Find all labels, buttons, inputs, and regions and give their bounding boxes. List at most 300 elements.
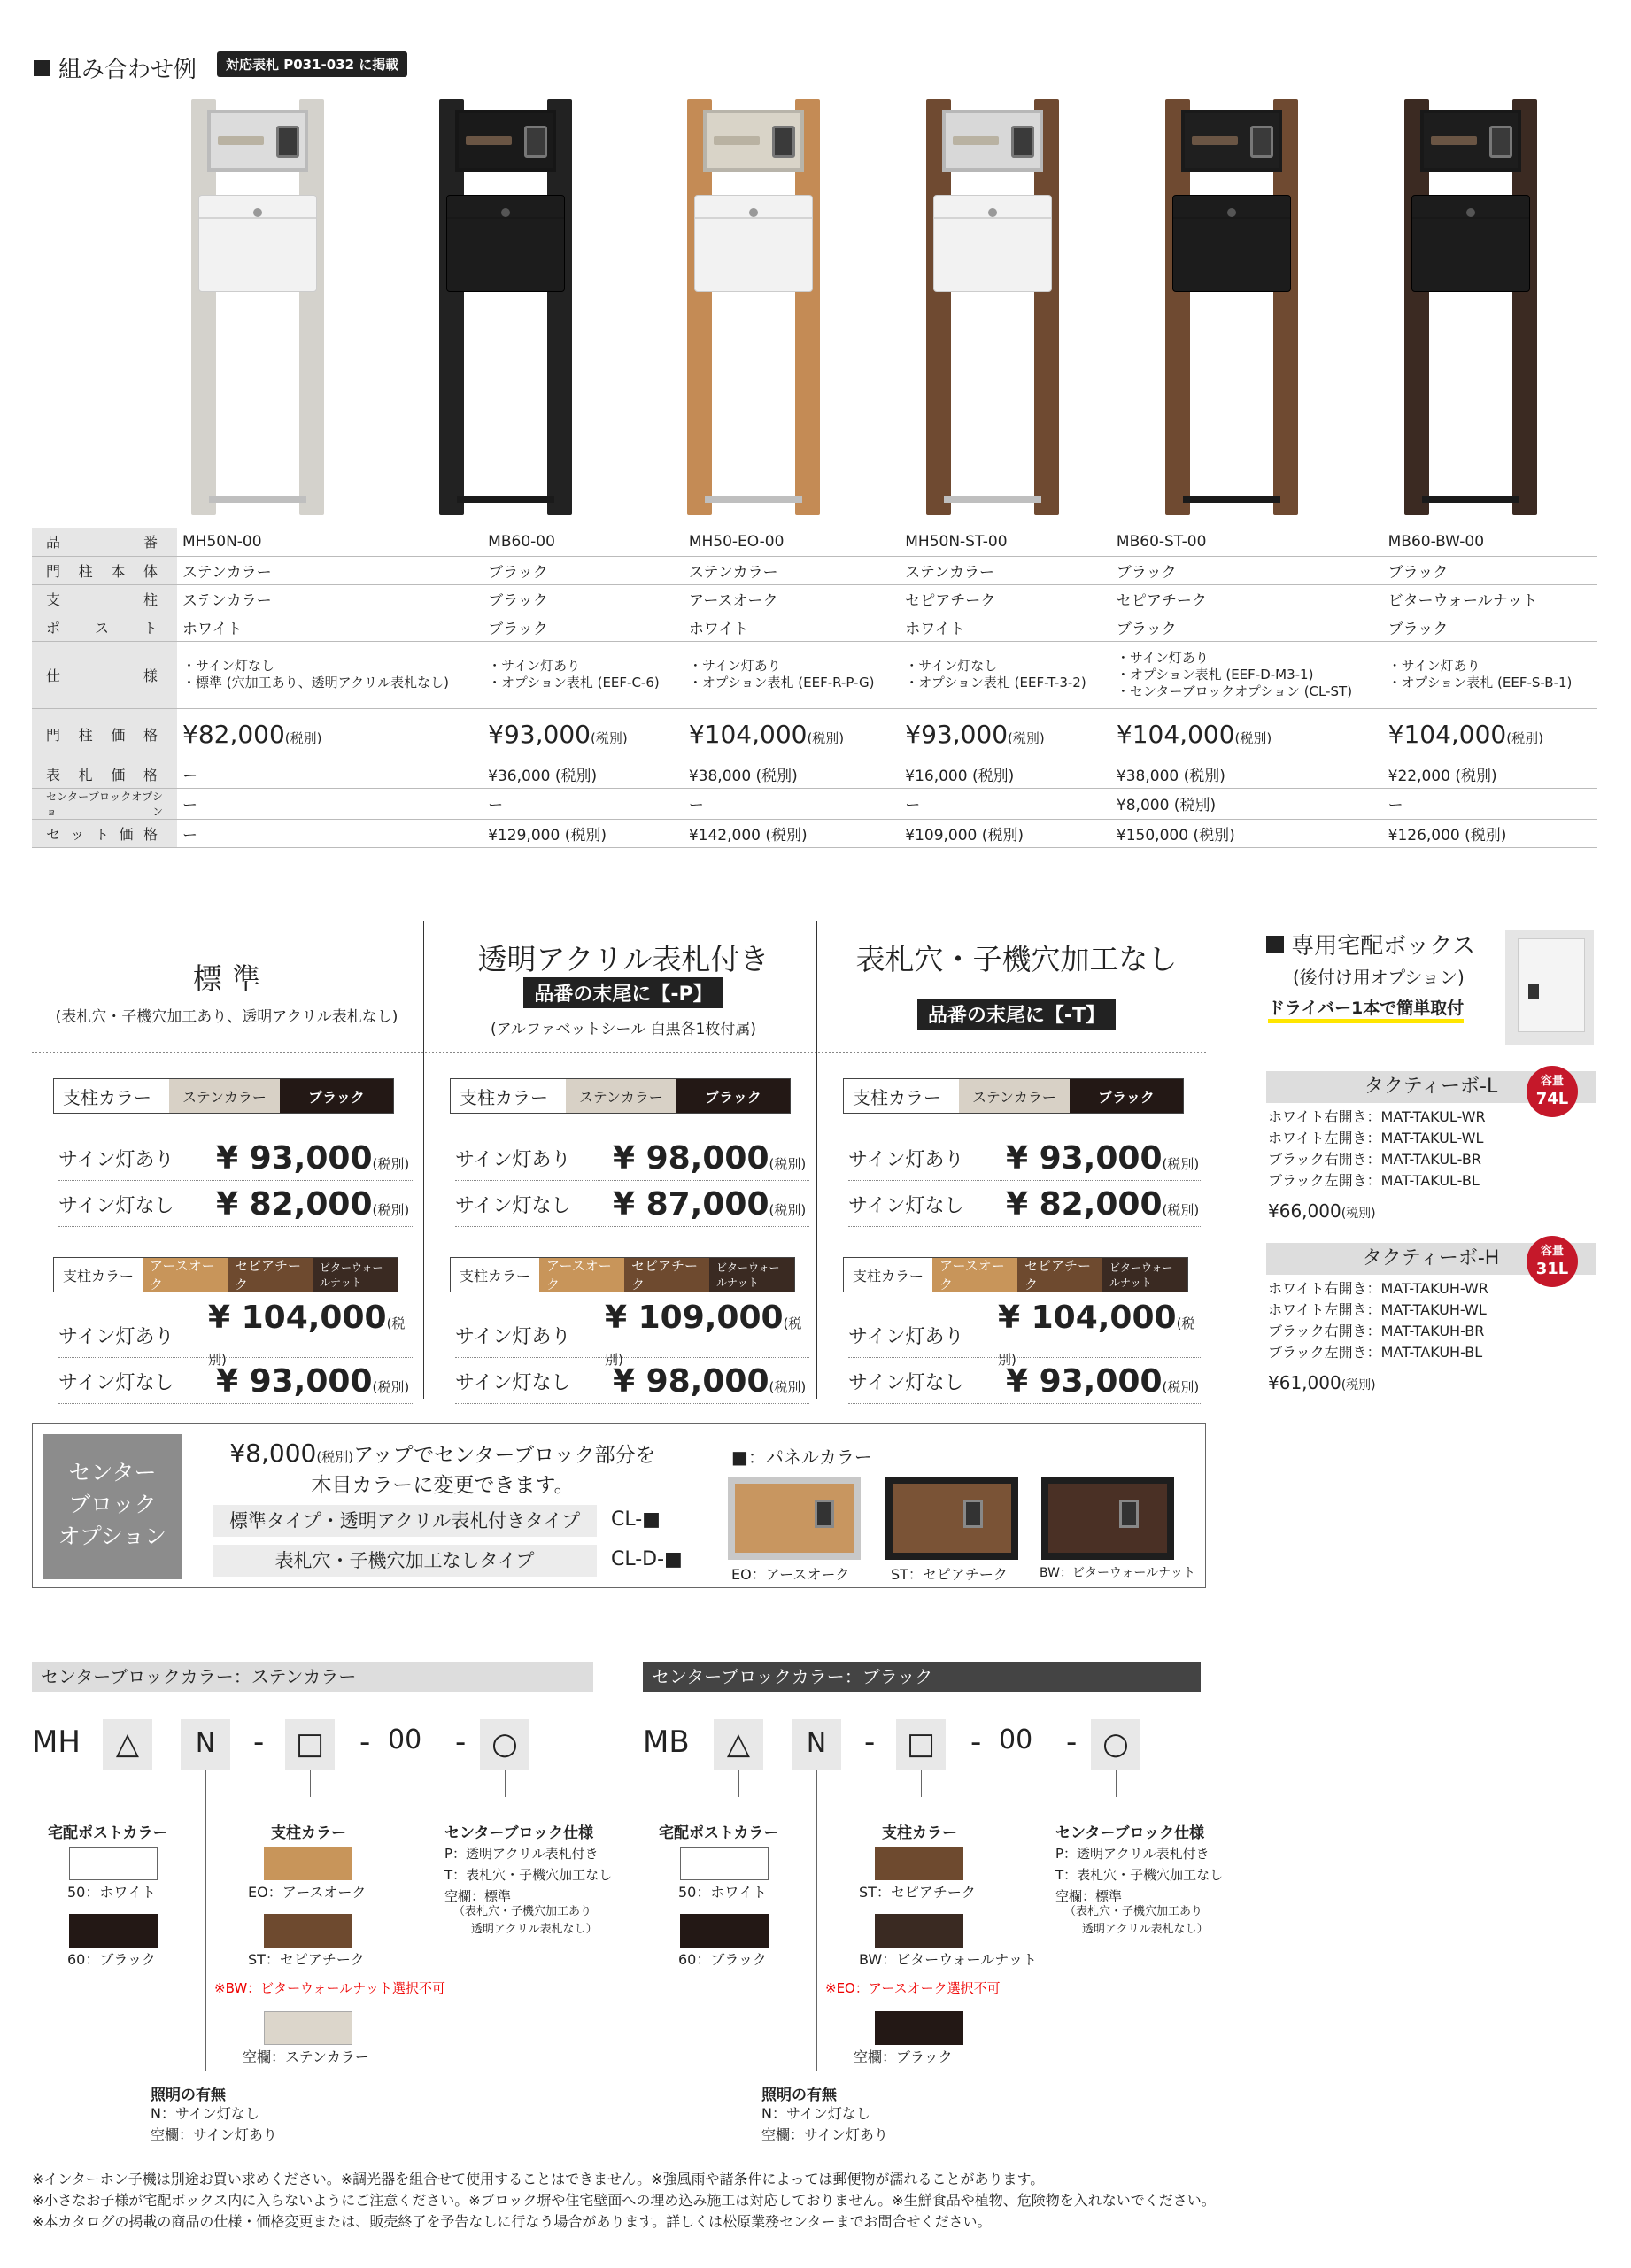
price: ¥104,000 <box>688 719 808 749</box>
dash: - <box>864 1724 876 1760</box>
price: ¥82,000 <box>182 719 285 749</box>
spec-cell: ー <box>1383 788 1597 819</box>
spec-cell <box>177 708 483 760</box>
text: 木目カラーに変更できます。 <box>311 1474 575 1497</box>
swatch-bw: ビターウォールナット <box>313 1258 398 1292</box>
spec-cell <box>483 708 684 760</box>
spec-line: ・サイン灯あり <box>688 658 781 674</box>
connector <box>738 1770 739 1797</box>
model-head: センターブロックカラー：ブラック <box>643 1662 1201 1692</box>
connector <box>816 1770 817 2071</box>
spec-cell <box>1111 641 1383 708</box>
spec-cell: セピアチーク <box>900 584 1111 613</box>
swatch-bw: ビターウォールナット <box>709 1258 794 1292</box>
swatch-sp: セピアチーク <box>624 1258 709 1292</box>
center-block-label <box>43 1434 182 1579</box>
light-label: サイン灯あり <box>848 1149 964 1171</box>
delivery-box-title <box>1266 928 1475 960</box>
spec-cell: ¥38,000 (税別) <box>684 760 900 788</box>
light-label: 照明の有無 <box>761 2087 837 2104</box>
swatch-pillar-2 <box>264 1914 352 1948</box>
spec-cell <box>1383 708 1597 760</box>
tax: (税別) <box>284 729 322 746</box>
pillar-1: EO：アースオーク <box>248 1884 367 1901</box>
price: ¥93,000 <box>905 719 1009 749</box>
product-image-MB60-ST-00 <box>1165 99 1298 524</box>
panel-ao-image <box>728 1477 861 1560</box>
price: ¥ 93,000 <box>1006 1363 1163 1400</box>
spec-line: ・センターブロックオプション (CL-ST) <box>1116 683 1353 699</box>
light-n: N：サイン灯なし <box>151 2105 259 2122</box>
pillar-2: ST：セピアチーク <box>248 1951 365 1968</box>
spec-cell: ステンカラー <box>900 556 1111 584</box>
tax: (税別) <box>316 1449 354 1465</box>
cb-detail: 透明アクリル表札なし） <box>1082 1923 1209 1936</box>
swatch-white <box>69 1847 158 1880</box>
price: ¥ 104,000 <box>998 1299 1177 1336</box>
tax: (税別) <box>1162 1379 1200 1395</box>
list-item: ホワイト左開き：MAT-TAKUL-WL <box>1268 1130 1484 1146</box>
spec-line: ・オプション表札 (EEF-R-P-G) <box>688 675 875 690</box>
tax: (税別) <box>769 1156 807 1172</box>
pillar-color-row <box>843 1078 1184 1114</box>
tax: (税別) <box>605 1315 802 1368</box>
price: ¥104,000 <box>1116 719 1235 749</box>
footer-notes <box>32 2169 1599 2233</box>
spec-label: 門柱価格 <box>32 708 177 760</box>
footer-line: ※インターホン子機は別途お買い求めください。※調光器を組合せて使用することはできません。※強風雨や諸条件によっては郵便物が濡れることがあります。 <box>32 2171 1045 2187</box>
spec-cell <box>900 641 1111 708</box>
cb-spec-label: センターブロック仕様 <box>444 1824 594 1842</box>
list-item: ホワイト右開き：MAT-TAKUL-WR <box>1268 1108 1486 1125</box>
price: ¥66,000 <box>1268 1200 1341 1222</box>
catalog-badge: 対応表札 P031-032 に掲載 <box>217 51 407 77</box>
light-label: サイン灯あり <box>58 1326 174 1348</box>
cb-detail: （表札穴・子機穴加工あり <box>453 1905 592 1918</box>
spec-label: 表札価格 <box>32 760 177 788</box>
price-line <box>848 1183 1202 1227</box>
spec-cell: ¥8,000 (税別) <box>1111 788 1383 819</box>
takutibo-h-head: タクティーボ-H <box>1266 1243 1596 1275</box>
spec-line: ・オプション表札 (EEF-T-3-2) <box>905 675 1086 690</box>
spec-line: ・標準 (穴加工あり、透明アクリル表札なし) <box>182 675 450 690</box>
pillar-note: ※BW：ビターウォールナット選択不可 <box>214 1980 445 1996</box>
spec-cell: ¥38,000 (税別) <box>1111 760 1383 788</box>
spec-cell: ー <box>684 788 900 819</box>
tax: (税別) <box>372 1379 410 1395</box>
cap-value: 31L <box>1535 1260 1569 1278</box>
upcharge: ¥8,000 <box>229 1439 317 1468</box>
list-item: ホワイト右開き：MAT-TAKUH-WR <box>1268 1280 1488 1297</box>
tax: (税別) <box>1162 1202 1200 1218</box>
center-block-text <box>221 1439 664 1500</box>
swatch-bw: ビターウォールナット <box>1102 1258 1187 1292</box>
tax: (税別) <box>208 1315 406 1368</box>
spec-cell: MB60-00 <box>483 528 684 556</box>
swatch-black: ブラック <box>676 1079 790 1113</box>
swatch-sp: セピアチーク <box>1017 1258 1102 1292</box>
model-head: センターブロックカラー：ステンカラー <box>32 1662 593 1692</box>
pillar-blank: 空欄：ステンカラー <box>243 2048 369 2065</box>
spec-cell: MB60-BW-00 <box>1383 528 1597 556</box>
swatch-pillar-1 <box>875 1847 963 1880</box>
spec-cell: ¥16,000 (税別) <box>900 760 1111 788</box>
tax: (税別) <box>1341 1378 1376 1392</box>
pillar-color-label: 支柱カラー <box>460 1267 531 1284</box>
footer-line: ※小さなお子様が宅配ボックス内に入らないようにご注意ください。※ブロック塀や住宅壁面への埋め込み施工は対応しておりません。※生鮮食品や植物、危険物を入れないでください。 <box>32 2192 1216 2209</box>
post-50: 50：ホワイト <box>678 1884 767 1901</box>
cap-value: 74L <box>1535 1090 1569 1108</box>
price: ¥ 82,000 <box>1006 1186 1163 1223</box>
spec-cell <box>177 641 483 708</box>
spec-cell: ー <box>900 788 1111 819</box>
dash: - <box>359 1724 371 1760</box>
spec-label: ポスト <box>32 613 177 641</box>
type-sub: (表札穴・子機穴加工あり、透明アクリル表札なし) <box>55 1008 398 1026</box>
spec-line: ・サイン灯あり <box>1388 658 1480 674</box>
spec-cell: MH50-EO-00 <box>684 528 900 556</box>
pillar-color-row-wood <box>450 1257 795 1292</box>
price: ¥ 93,000 <box>216 1363 373 1400</box>
swatch-white <box>680 1847 769 1880</box>
price-line <box>58 1299 413 1368</box>
list-item: ブラック右開き：MAT-TAKUH-BR <box>1268 1323 1485 1339</box>
light-label: サイン灯なし <box>58 1372 174 1394</box>
spec-line: ・サイン灯あり <box>1116 649 1209 666</box>
cb-blank: 空欄：標準 <box>1055 1888 1123 1904</box>
spec-label: 門柱本体 <box>32 556 177 584</box>
pillar-color-slot: □ <box>896 1719 946 1770</box>
type-standard: 標準タイプ・透明アクリル表札付きタイプ <box>213 1505 597 1537</box>
spec-cell: ¥109,000 (税別) <box>900 819 1111 847</box>
product-image-MB60-00 <box>439 99 572 524</box>
cb-detail: 透明アクリル表札なし） <box>471 1923 598 1936</box>
type-pill-wrap <box>429 977 818 1008</box>
cb-detail: （表札穴・子機穴加工あり <box>1064 1905 1203 1918</box>
spec-cell: ビターウォールナット <box>1383 584 1597 613</box>
price: ¥ 109,000 <box>605 1299 784 1336</box>
product-image-MB60-BW-00 <box>1404 99 1537 524</box>
spec-cell: ブラック <box>1111 613 1383 641</box>
type-sub: (アルファベットシール 白黒各1枚付属) <box>490 1021 757 1038</box>
spec-cell: ¥150,000 (税別) <box>1111 819 1383 847</box>
spec-label: 仕様 <box>32 641 177 708</box>
square-icon <box>1266 936 1284 953</box>
takutibo-l-head: タクティーボ-L <box>1266 1071 1596 1103</box>
spec-label: センターブロックオプション <box>32 788 177 819</box>
connector <box>1116 1770 1117 1797</box>
price: ¥ 82,000 <box>216 1186 373 1223</box>
swatch-ao: アースオーク <box>143 1258 228 1292</box>
spec-line: ・オプション表札 (EEF-D-M3-1) <box>1116 666 1314 683</box>
tax: (税別) <box>590 729 628 746</box>
pillar-color-label: 支柱カラー <box>271 1824 346 1842</box>
cb-t: T：表札穴・子機穴加工なし <box>444 1867 613 1883</box>
dash: - <box>253 1724 265 1760</box>
spec-cell: アースオーク <box>684 584 900 613</box>
spec-cell <box>900 708 1111 760</box>
swatch-sten: ステンカラー <box>566 1079 676 1113</box>
price-line <box>58 1183 413 1227</box>
spec-cell: ¥22,000 (税別) <box>1383 760 1597 788</box>
swatch-black <box>680 1914 769 1948</box>
code-cl-d: CL-D-■ <box>611 1548 683 1570</box>
connector <box>921 1770 922 1797</box>
spec-cell <box>1383 641 1597 708</box>
section-title-text: 組み合わせ例 <box>58 57 197 83</box>
list-item: ブラック左開き：MAT-TAKUH-BL <box>1268 1344 1483 1361</box>
price-line <box>848 1360 1202 1404</box>
light-label: サイン灯なし <box>848 1195 964 1217</box>
tax: (税別) <box>372 1202 410 1218</box>
post-color-slot: △ <box>103 1719 152 1770</box>
spec-label: 支柱 <box>32 584 177 613</box>
spec-cell: ステンカラー <box>177 556 483 584</box>
light-label: サイン灯なし <box>58 1195 174 1217</box>
cb-blank: 空欄：標準 <box>444 1888 512 1904</box>
cb-p: P：透明アクリル表札付き <box>1055 1846 1210 1862</box>
section-title <box>34 51 197 84</box>
takutibo-l-price <box>1268 1200 1376 1222</box>
light-slot: N <box>792 1719 841 1770</box>
price-line <box>455 1183 809 1227</box>
dotted-divider <box>32 1052 1206 1053</box>
spec-cell: ¥126,000 (税別) <box>1383 819 1597 847</box>
tax: (税別) <box>372 1156 410 1172</box>
spec-cell: ブラック <box>1383 613 1597 641</box>
pillar-color-row-wood <box>53 1257 398 1292</box>
spec-cell: ¥129,000 (税別) <box>483 819 684 847</box>
spec-cell <box>684 708 900 760</box>
spec-cell: ホワイト <box>684 613 900 641</box>
price: ¥ 93,000 <box>1006 1140 1163 1176</box>
list-item: ブラック右開き：MAT-TAKUL-BR <box>1268 1151 1481 1168</box>
driver-note: ドライバー1本で簡単取付 <box>1268 995 1464 1023</box>
spec-cell: ¥36,000 (税別) <box>483 760 684 788</box>
pillar-color-row-wood <box>843 1257 1188 1292</box>
light-label: サイン灯なし <box>455 1372 571 1394</box>
center-block-slot: ○ <box>1091 1719 1140 1770</box>
spec-line: ・サイン灯なし <box>905 658 998 674</box>
spec-line: ・サイン灯なし <box>182 658 274 674</box>
spec-cell: ー <box>177 760 483 788</box>
price-line <box>848 1299 1202 1368</box>
type-pill: 品番の末尾に【-P】 <box>523 977 723 1008</box>
tax: (税別) <box>769 1202 807 1218</box>
pillar-color-label: 支柱カラー <box>853 1086 941 1108</box>
pillar-color-label: 支柱カラー <box>63 1267 135 1284</box>
swatch-black: ブラック <box>280 1079 393 1113</box>
model-zero: 00 <box>388 1724 422 1755</box>
pillar-2: BW：ビターウォールナット <box>859 1951 1037 1968</box>
post-60: 60：ブラック <box>678 1951 768 1968</box>
center-block-slot: ○ <box>480 1719 529 1770</box>
connector <box>505 1770 506 1797</box>
dash: - <box>970 1724 982 1760</box>
swatch-pillar-1 <box>264 1847 352 1880</box>
spec-cell: MB60-ST-00 <box>1111 528 1383 556</box>
pillar-color-label: 支柱カラー <box>882 1824 957 1842</box>
takutibo-h-price <box>1268 1372 1376 1393</box>
light-label: サイン灯あり <box>848 1326 964 1348</box>
connector <box>310 1770 311 1797</box>
capacity-badge-l <box>1527 1066 1578 1117</box>
swatch-ao: アースオーク <box>539 1258 624 1292</box>
price: ¥ 104,000 <box>208 1299 387 1336</box>
pillar-1: ST：セピアチーク <box>859 1884 976 1901</box>
light-label: サイン灯なし <box>848 1372 964 1394</box>
swatch-black: ブラック <box>1070 1079 1183 1113</box>
square-icon <box>34 60 50 76</box>
model-prefix: MH <box>32 1724 81 1760</box>
type-title: 透明アクリル表札付き <box>477 942 769 976</box>
cap-label: 容量 <box>1540 1075 1564 1088</box>
panel-st-image <box>885 1477 1018 1560</box>
price-line <box>58 1360 413 1404</box>
spec-cell: ブラック <box>483 556 684 584</box>
cb-p: P：透明アクリル表札付き <box>444 1846 599 1862</box>
swatch-sp: セピアチーク <box>228 1258 313 1292</box>
swatch-pillar-blank <box>875 2011 963 2045</box>
dash: - <box>1066 1724 1078 1760</box>
swatch-pillar-2 <box>875 1914 963 1948</box>
swatch-sten: ステンカラー <box>169 1079 280 1113</box>
spec-cell: ブラック <box>483 584 684 613</box>
price-line <box>58 1137 413 1181</box>
product-image-MH50-EO-00 <box>687 99 820 524</box>
price: ¥104,000 <box>1388 719 1507 749</box>
spec-cell <box>684 641 900 708</box>
light-label: サイン灯あり <box>58 1149 174 1171</box>
dash: - <box>455 1724 467 1760</box>
price-line <box>455 1299 809 1368</box>
spec-cell: ー <box>177 819 483 847</box>
spec-cell: MH50N-00 <box>177 528 483 556</box>
price: ¥ 98,000 <box>613 1363 769 1400</box>
delivery-box-sub: (後付け用オプション) <box>1293 967 1465 988</box>
type-title: 標 準 <box>192 961 261 996</box>
takutibo-h-list <box>1268 1278 1488 1363</box>
capacity-badge-h <box>1527 1236 1578 1287</box>
light-blank: 空欄：サイン灯あり <box>151 2126 277 2143</box>
spec-cell: ¥142,000 (税別) <box>684 819 900 847</box>
tax: (税別) <box>1162 1156 1200 1172</box>
delivery-box-image <box>1505 930 1594 1045</box>
tax: (税別) <box>807 729 845 746</box>
tax: (税別) <box>998 1315 1195 1368</box>
tax: (税別) <box>1008 729 1045 746</box>
takutibo-l-list <box>1268 1107 1486 1192</box>
spec-cell <box>483 641 684 708</box>
swatch-pillar-blank <box>264 2011 352 2045</box>
tax: (税別) <box>769 1379 807 1395</box>
tax: (税別) <box>1341 1207 1376 1221</box>
spec-cell: ホワイト <box>177 613 483 641</box>
pillar-color-label: 支柱カラー <box>460 1086 548 1108</box>
spec-cell: ブラック <box>1383 556 1597 584</box>
product-image-MH50N-00 <box>191 99 324 524</box>
light-slot: N <box>181 1719 230 1770</box>
swatch-sten: ステンカラー <box>959 1079 1070 1113</box>
price: ¥ 93,000 <box>216 1140 373 1176</box>
price: ¥ 98,000 <box>613 1140 769 1176</box>
post-50: 50：ホワイト <box>67 1884 156 1901</box>
spec-cell: ブラック <box>483 613 684 641</box>
swatch-ao: アースオーク <box>932 1258 1017 1292</box>
pillar-color-row <box>53 1078 394 1114</box>
panel-ao-label: EO：アースオーク <box>731 1566 850 1583</box>
swatch-black <box>69 1914 158 1948</box>
spec-cell: ー <box>177 788 483 819</box>
code-cl: CL-■ <box>611 1508 661 1531</box>
text: アップでセンターブロック部分を <box>353 1444 656 1467</box>
post-color-label: 宅配ポストカラー <box>659 1824 779 1842</box>
pillar-note: ※EO：アースオーク選択不可 <box>825 1980 1001 1996</box>
type-pill: 品番の末尾に【-T】 <box>917 999 1116 1030</box>
product-image-MH50N-ST-00 <box>926 99 1059 524</box>
price-line <box>455 1360 809 1404</box>
connector <box>205 1770 206 2071</box>
light-label: 照明の有無 <box>151 2087 226 2104</box>
spec-line: ・オプション表札 (EEF-S-B-1) <box>1388 675 1573 690</box>
type-no-hole: 表札穴・子機穴加工なしタイプ <box>213 1545 597 1577</box>
delivery-box-title-text: 専用宅配ボックス <box>1291 933 1476 960</box>
model-prefix: MB <box>643 1724 690 1760</box>
panel-st-label: ST：セピアチーク <box>891 1566 1008 1583</box>
model-zero: 00 <box>999 1724 1033 1755</box>
list-item: ブラック左開き：MAT-TAKUL-BL <box>1268 1172 1480 1189</box>
cb-spec-label: センターブロック仕様 <box>1055 1824 1205 1842</box>
spec-cell: ブラック <box>1111 556 1383 584</box>
tax: (税別) <box>1506 729 1543 746</box>
light-label: サイン灯あり <box>455 1326 571 1348</box>
spec-cell <box>1111 708 1383 760</box>
light-blank: 空欄：サイン灯あり <box>761 2126 888 2143</box>
price: ¥61,000 <box>1268 1372 1341 1393</box>
spec-line: ・サイン灯あり <box>488 658 581 674</box>
panel-bw-image <box>1041 1477 1174 1560</box>
column-divider <box>423 921 424 1399</box>
label-line: オプション <box>58 1524 167 1549</box>
cap-label: 容量 <box>1540 1245 1564 1258</box>
spec-label: セット価格 <box>32 819 177 847</box>
price: ¥93,000 <box>488 719 591 749</box>
post-color-slot: △ <box>714 1719 763 1770</box>
label-line: センター <box>68 1460 157 1485</box>
pillar-color-row <box>450 1078 791 1114</box>
pillar-blank: 空欄：ブラック <box>854 2048 953 2065</box>
post-60: 60：ブラック <box>67 1951 157 1968</box>
type-title: 表札穴・子機穴加工なし <box>855 942 1178 976</box>
pillar-color-label: 支柱カラー <box>63 1086 151 1108</box>
spec-cell: ー <box>483 788 684 819</box>
pillar-color-label: 支柱カラー <box>853 1267 924 1284</box>
spec-cell: ステンカラー <box>684 556 900 584</box>
price-line <box>455 1137 809 1181</box>
spec-label: 品番 <box>32 528 177 556</box>
spec-table <box>32 528 1597 848</box>
light-label: サイン灯あり <box>455 1149 571 1171</box>
spec-cell: ホワイト <box>900 613 1111 641</box>
panel-bw-label: BW：ビターウォールナット <box>1040 1566 1195 1580</box>
spec-cell: ステンカラー <box>177 584 483 613</box>
footer-line: ※本カタログの掲載の商品の仕様・価格変更または、販売終了を予告なしに行なう場合があります。詳しくは松原業務センターまでお問合せください。 <box>32 2213 992 2230</box>
price-line <box>848 1137 1202 1181</box>
list-item: ホワイト左開き：MAT-TAKUH-WL <box>1268 1301 1487 1318</box>
panel-color-label: ■：パネルカラー <box>731 1446 872 1468</box>
cb-t: T：表札穴・子機穴加工なし <box>1055 1867 1224 1883</box>
tax: (税別) <box>1234 729 1272 746</box>
